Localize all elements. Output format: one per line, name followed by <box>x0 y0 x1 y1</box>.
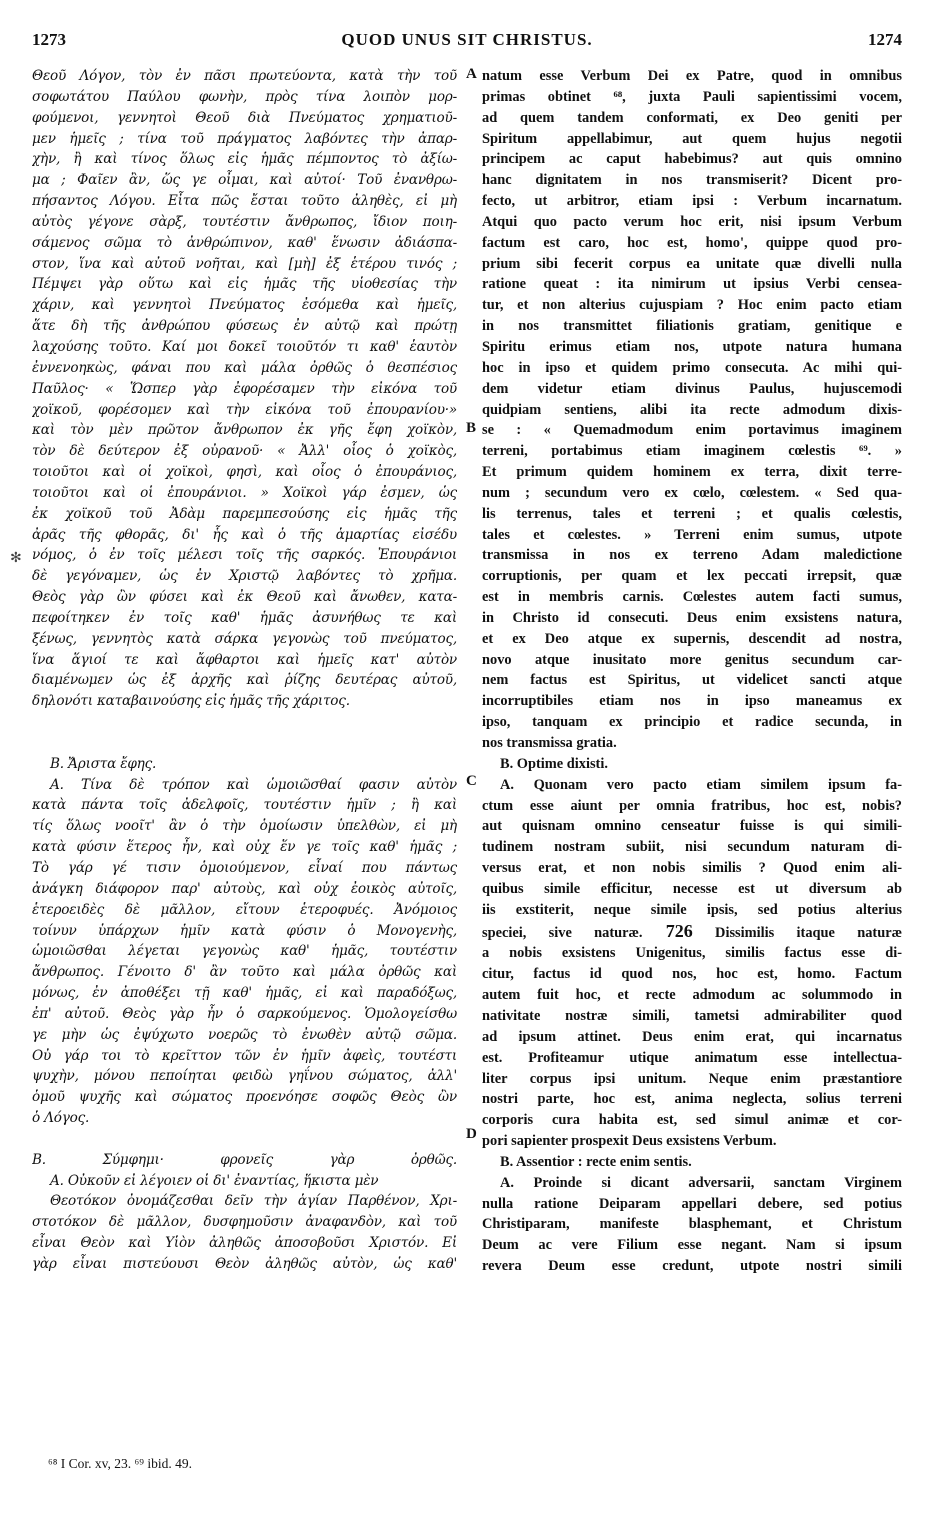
text-line: corruptionis, per quam et lex peccati irrepsit, quæ <box>482 568 902 585</box>
text-line: ὁ Λόγος. <box>32 1110 90 1127</box>
text-line: tudinem nostram subiit, nisi secundum naturam di- <box>482 839 902 856</box>
text-line: liter corpus ipsi unitum. Neque enim præstantiore <box>482 1070 902 1087</box>
latin-column <box>482 66 902 1277</box>
text-line: quibus simile efficitur, necesse est ut diversum ab <box>482 880 902 897</box>
text-line: Β. Σύμφημι· φρονεῖς γὰρ ὀρθῶς. <box>32 1151 457 1168</box>
text-line: γε μὴν ὡς ἐψύχωτο νοερῶς τὸ ἐνωθὲν αὐτῷ σῶμα. <box>32 1026 457 1043</box>
text-line: B. Assentior : recte enim sentis. <box>500 1153 692 1170</box>
text-line: Christiparam, manifeste blasphemant, et Christum <box>482 1216 902 1233</box>
text-line: Θεοῦ Λόγον, τὸν ἐν πᾶσι πρωτεύοντα, κατὰ τὴν τοῦ <box>32 68 457 84</box>
text-line: μα ; Φαῖεν ἂν, ὥς γε οἶμαι, καὶ αὐτοί· Τοῦ ἐνανθρω- <box>32 172 457 189</box>
text-line: B. Optime dixisti. <box>500 755 608 772</box>
text-line: speciei, sive naturæ. 726 Dissimilis itaque naturæ <box>482 920 902 941</box>
text-line: ratione queat : ita nimirum ut ipsius Verbi censea- <box>482 276 902 293</box>
text-line: est. Profiteamur utique animatum esse intellectua- <box>482 1049 902 1066</box>
text-line: num ; secundum vero ex cœlo, cœlestem. « Sed qua- <box>482 484 902 501</box>
text-line: Τὸ γάρ γέ τισιν ὁμοιούμενον, εἶναί που πάντως <box>32 859 457 876</box>
text-line: φούμενοι, γεννητοὶ Θεοῦ διὰ Πνεύματος χρηματιοῦ- <box>32 109 457 126</box>
text-line: citur, factus id quod nos, hoc est, homo. Factum <box>482 966 902 983</box>
text-line: hanc dignitatem in nos transmiserit? Dicent pro- <box>482 172 902 189</box>
footnotes: ⁶⁸ I Cor. xv, 23. ⁶⁹ ibid. 49. <box>48 1456 192 1471</box>
text-line: A. Quonam vero pacto etiam similem ipsum fa- <box>500 776 902 793</box>
text-line: tales et cœlestes. » Terreni enim sumus, utpote <box>482 526 902 543</box>
text-line: a nobis exsistens Unigenitus, similis factus esse di- <box>482 945 902 962</box>
text-line: A. Proinde si dicant adversarii, sanctam Virginem <box>500 1174 902 1191</box>
text-line: μόνως, ἐν ἀποθέξει τῇ καθ' ἡμᾶς, εἰ καὶ παραδόξως, <box>32 985 457 1002</box>
text-line: hoc in ipso et quidem primo consecuta. Ac mihi qui- <box>482 359 902 376</box>
text-line: ὁμοῦ ψυχῆς καὶ σώματος προενόησε σοφῶς Θεὸς ὢν <box>32 1089 457 1106</box>
text-line: ψυχὴν, μόνου πεποίηται φειδὼ γηΐνου σώματος, ἀλλ' <box>32 1068 457 1085</box>
text-line: ad quem tandem conformati, ex Deo geniti per <box>482 109 902 126</box>
text-line: τοιοῦτοι καὶ οἱ χοϊκοὶ, φησὶ, καὶ οἷος ὁ ἐπουράνιος, <box>32 464 457 481</box>
text-line: ἀρᾶς τῆς φθορᾶς, δι' ἧς καὶ ὁ τῆς ἁμαρτίας εἰσέδυ <box>32 526 457 543</box>
text-line: nulla ratione Deiparam appellari debere, sed potius <box>482 1195 902 1212</box>
text-line: aut quisnam omnino censeatur fuisse is qui simili- <box>482 818 902 835</box>
text-line: iis exstiterit, neque simile ipsis, sed potius alterius <box>482 901 902 918</box>
text-line: δηλονότι καταβαινούσης εἰς ἡμᾶς τῆς χάριτος. <box>32 693 350 710</box>
text-line: ad ipsum attinet. Deus enim erat, qui incarnatus <box>482 1028 902 1045</box>
text-line: ἅτε δὴ τῆς ἀνθρώπου φύσεως ἐν αὐτῷ καὶ πρώτῃ <box>32 318 457 335</box>
page-number-right: 1274 <box>868 30 902 49</box>
text-line: in Christo id consecuti. Deus enim exsistens natura, <box>482 609 902 626</box>
greek-column <box>32 66 457 1275</box>
text-line: Α. Τίνα δὲ τρόπον καὶ ὡμοιῶσθαί φασιν αὐτὸν <box>50 776 457 793</box>
margin-letter-b: B <box>466 420 477 436</box>
text-line: κατὰ φύσιν ἕτερος ἦν, καὶ οὐχ ἕν γε τοῖς καθ' ἡμᾶς ; <box>32 839 457 856</box>
text-line: τίς ὅλως νοοῖτ' ἂν ὁ τὴν ὁμοίωσιν ὑπελθὼν, εἰ μὴ <box>32 818 457 835</box>
text-line: nostri parte, hoc est, anima neglecta, solius terreni <box>482 1091 902 1108</box>
text-line: prium sibi fecerit corpus ea unitate quæ divelli nulla <box>482 255 902 272</box>
text-line: Οὐ γάρ τοι τὸ κρεῖττον τῶν ἐν ἡμῖν ἀφεὶς, τουτέστι <box>32 1047 457 1064</box>
text-line: autem fuit hoc, et recte admodum ac solummodo in <box>482 987 902 1004</box>
text-line: nem factus est Spiritus, ut videlicet sancti atque <box>482 672 902 689</box>
text-line: δὲ γεγόναμεν, ὡς ἐν Χριστῷ λαβόντες τὸ χρῆμα. <box>32 568 457 585</box>
text-line: χὴν, ἢ καὶ τίνος ὅλως εἰς ἡμᾶς πέμποντος τὸ ἀξίω- <box>32 151 457 168</box>
text-line: ἐννενοηκὼς, φάναι που καὶ μάλα ὀρθῶς ὁ θεσπέσιος <box>32 359 457 376</box>
text-line: Πέμψει γὰρ οὕτω καὶ εἰς ἡμᾶς τῆς υἱοθεσίας τὴν <box>32 276 457 293</box>
text-line: τοιοῦτοι καὶ οἱ ἐπουράνιοι. » Χοϊκοὶ γάρ ἐσμεν, ὡς <box>32 484 457 501</box>
text-line: τὸν δὲ δεύτερον ἐξ οὐρανοῦ· « Ἀλλ' οἷος ὁ χοϊκὸς, <box>32 443 457 460</box>
margin-letter-a: A <box>466 66 477 82</box>
text-line: νόμος, ὁ ἐν τοῖς μέλεσι τοῖς τῆς σαρκός. Ἐπουράνιοι <box>32 547 457 564</box>
text-line: incorruptibiles etiam nos in ipso maneamus ex <box>482 693 902 710</box>
text-line: Et primum quidem hominem ex terra, dixit terre- <box>482 464 902 481</box>
text-line: in nos transmittet filiationis gratiam, genitique e <box>482 318 902 335</box>
text-line: πήσαντος Λόγου. Εἶτα πῶς ἔσται τοῦτο ἀληθὲς, εἰ μὴ <box>32 193 457 210</box>
text-line: Spiritu erimus etiam nos, utpote natura humana <box>482 338 902 355</box>
text-line: ὡμοιῶσθαι λέγεται γεγονὼς καθ' ἡμᾶς, τουτέστιν <box>32 943 457 960</box>
text-line: fecto, ut arbitror, etiam ipsi : Verbum incarnatum. <box>482 193 902 210</box>
text-line: factum est caro, hoc est, homo', quippe quod pro- <box>482 234 902 251</box>
text-line: ctum esse aiunt per omnia fratribus, hoc est, nobis? <box>482 797 902 814</box>
text-line: primas obtinet ⁶⁸, juxta Pauli sapientissimi vocem, <box>482 88 902 105</box>
paragraph-gap <box>32 712 457 733</box>
text-line: ἑτεροειδὲς δὲ μᾶλλον, εἴτουν ἑτεροφυές. Ἀνόμοιος <box>32 901 457 918</box>
text-line: et ex Deo atque ex supernis, descendit ad nostra, <box>482 630 902 647</box>
margin-letter-c: C <box>466 773 477 789</box>
text-line: ἄνθρωπος. Γένοιτο δ' ἂν τοῦτο καὶ μάλα ὀρθῶς καὶ <box>32 964 457 981</box>
text-line: dem videtur etiam divinus Paulus, hujuscemodi <box>482 380 902 397</box>
paragraph-gap <box>32 1129 457 1150</box>
text-line: transmissa in nos ex terreno Adam maledictione <box>482 547 902 564</box>
paragraph-gap <box>32 733 457 754</box>
text-line: σοφωτάτου Παύλου φωνὴν, πρὸς τίνα λοιπὸν μορ- <box>32 88 457 105</box>
text-line: μεν ἡμεῖς ; τίνα τοῦ πράγματος λαβόντες τὴν ἀπαρ- <box>32 130 457 147</box>
text-line: lis terrenus, tales et terreni ; et qualis cœlestis, <box>482 505 902 522</box>
text-line: στοτόκον δὲ μᾶλλον, δυσφημοῦσιν ἀναφανδὸν, καὶ τοῦ <box>32 1214 457 1231</box>
text-line: nos transmissa gratia. <box>482 735 617 751</box>
text-line: ἀνάγκη διάφορον παρ' αὐτοὺς, καὶ οὐχ ἐοικὸς αὐτοῖς, <box>32 880 457 897</box>
text-line: τοίνυν ὑπάρχων ἡμῖν κατὰ φύσιν ὁ Μονογενὴς, <box>32 922 457 939</box>
text-line: quidpiam sentiens, alibi ita recte admodum dixis- <box>482 401 902 418</box>
text-line: σάμενος σῶμα τὸ ἀνθρώπινον, καθ' ἕνωσιν ἀδιάσπα- <box>32 234 457 251</box>
text-line: natum esse Verbum Dei ex Patre, quod in omnibus <box>482 68 902 84</box>
page-number-left: 1273 <box>32 30 66 49</box>
text-line: principem ac caput habebimus? aut quis omnino <box>482 151 902 168</box>
text-line: καὶ τὸν μὲν πρῶτον ἄνθρωπον ἐκ γῆς ἔφη χοϊκὸν, <box>32 422 457 439</box>
margin-star: ✻ <box>10 551 22 566</box>
running-title: QUOD UNUS SIT CHRISTUS. <box>341 30 593 49</box>
margin-letter-d: D <box>466 1126 477 1142</box>
text-line: tur, et non alterius cujuspiam ? Hoc enim pacto etiam <box>482 297 902 314</box>
text-line: Παῦλος· « Ὥσπερ γὰρ ἐφορέσαμεν τὴν εἰκόνα τοῦ <box>32 380 457 397</box>
text-line: corporis cura habita est, sed simul animæ et cor- <box>482 1112 902 1129</box>
text-line: χάριν, καὶ γεννητοὶ Πνεύματος ἐσόμεθα καὶ ἡμεῖς, <box>32 297 457 314</box>
text-line: Β. Ἄριστα ἔφης. <box>50 755 157 772</box>
text-line: nativitate nostræ simili, tametsi admirabiliter quod <box>482 1007 902 1024</box>
text-line: ἵνα ἅγιοί τε καὶ ἄφθαρτοι καὶ ἡμεῖς κατ' αὐτὸν <box>32 651 457 668</box>
text-line: Spiritum appellabimur, aut quem hujus negotii <box>482 130 902 147</box>
text-fragment: Dissimilis itaque naturæ <box>692 924 902 941</box>
text-line: κατὰ πάντα τοῖς ἀδελφοῖς, τουτέστιν ἡμῖν ; ἢ καὶ <box>32 797 457 814</box>
text-line: Atqui quo pacto verum hoc erit, nisi ipsum Verbum <box>482 213 902 230</box>
text-line: Α. Οὐκοῦν εἰ λέγοιεν οἱ δι' ἐναντίας, ἥκιστα μὲν <box>50 1172 379 1189</box>
text-line: est in membris carnis. Cœlestes autem facti sumus, <box>482 589 902 606</box>
column-number: 726 <box>642 920 693 941</box>
text-line: Deum ac vere Filium esse negant. Nam si ipsum <box>482 1237 902 1254</box>
text-line: ξένως, γεννητὸς κατὰ σάρκα γεγονὼς τοῦ πνεύματος, <box>32 630 457 647</box>
text-line: γὰρ εἶναι πιστεύουσι Θεὸν ἀληθῶς αὐτὸν, ὡς καθ' <box>32 1255 457 1272</box>
text-line: ἐκ χοϊκοῦ τοῦ Ἀδὰμ παρεμπεσούσης εἰς ἡμᾶς τῆς <box>32 505 457 522</box>
text-line: ipso, tanquam ex principio et radice secunda, in <box>482 714 902 731</box>
text-line: στον, ἵνα καὶ αὐτοῦ νοῆται, καὶ [μὴ] ἐξ ἑτέρου τινός ; <box>32 255 457 272</box>
text-line: se : « Quemadmodum enim portavimus imaginem <box>482 422 902 439</box>
text-line: terreni, portabimus etiam imaginem cœlestis ⁶⁹. » <box>482 443 902 460</box>
text-line: αὐτὸς γέγονε σὰρξ, τουτέστιν ἄνθρωπος, ἴδιον ποιη- <box>32 213 457 230</box>
text-line: Θεὸς γὰρ ὢν φύσει καὶ ἐκ Θεοῦ καὶ ἄνωθεν, κατα- <box>32 589 457 606</box>
text-line: Θεοτόκον ὀνομάζεσθαι δεῖν τὴν ἁγίαν Παρθένον, Χρι- <box>50 1193 457 1210</box>
text-line: πεφοίτηκεν ἐν τοῖς καθ' ἡμᾶς ἀσυνήθως τε καὶ <box>32 609 457 626</box>
text-line: pori sapienter prospexit Deus exsistens Verbum. <box>482 1133 777 1150</box>
text-line: εἶναι Θεὸν καὶ Υἱὸν ἀληθῶς ἀποσοβοῦσι Χριστόν. Εἰ <box>32 1235 457 1252</box>
text-line: ἐπ' αὐτοῦ. Θεὸς γὰρ ἦν ὁ σαρκούμενος. Ὁμολογείσθω <box>32 1005 457 1022</box>
text-line: versus erat, et non nobis similis ? Quod enim ali- <box>482 860 902 877</box>
text-line: χοϊκοῦ, φορέσομεν καὶ τὴν εἰκόνα τοῦ ἐπουρανίου·» <box>32 401 457 418</box>
text-line: λαχούσης τοῦτο. Καί μοι δοκεῖ τοιοῦτόν τι καθ' ἑαυτὸν <box>32 338 457 355</box>
text-line: novo atque inusitato more genitus secundum car- <box>482 651 902 668</box>
text-line: διαμένωμεν ὡς ἐξ ἀρχῆς καὶ ῥίζης δευτέρας αὐτοῦ, <box>32 672 457 689</box>
page-header <box>32 30 902 52</box>
text-line: revera Deum esse credunt, utpote nostri simili <box>482 1258 902 1275</box>
